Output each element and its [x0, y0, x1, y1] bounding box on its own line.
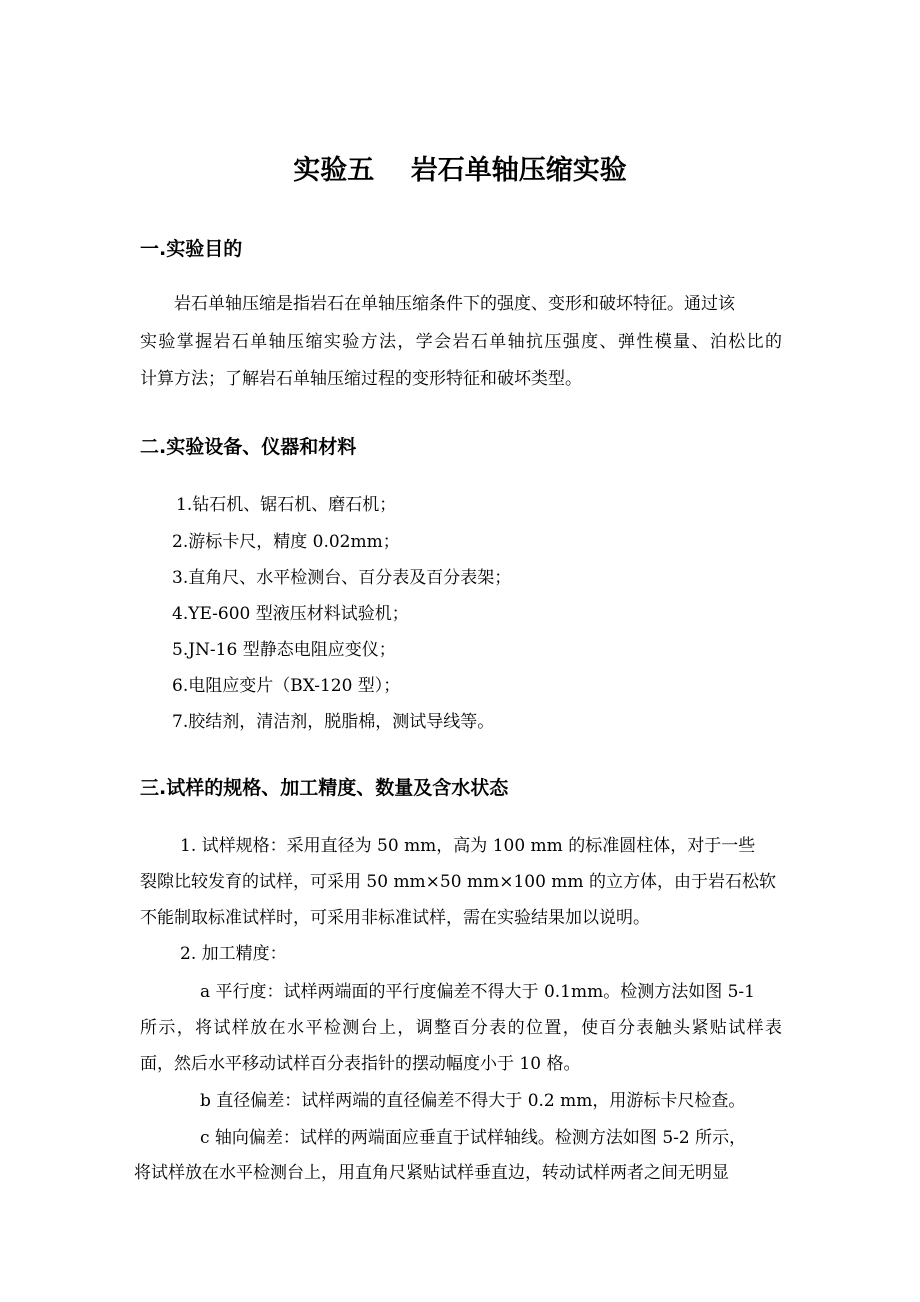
paragraph-line: 裂隙比较发育的试样，可采用 50 mm×50 mm×100 mm 的立方体，由于岩石松软 [140, 872, 776, 892]
paragraph-line: b 直径偏差：试样两端的直径偏差不得大于 0.2 mm，用游标卡尺检查。 [200, 1091, 746, 1111]
page-title: 实验五 岩石单轴压缩实验 [293, 155, 627, 186]
paragraph-line: 将试样放在水平检测台上，用直角尺紧贴试样垂直边，转动试样两者之间无明显 [134, 1163, 729, 1183]
paragraph-line: 实验掌握岩石单轴压缩实验方法，学会岩石单轴抗压强度、弹性模量、泊松比的 [140, 332, 782, 352]
list-item: 6.电阻应变片（BX-120 型）； [172, 676, 401, 696]
list-item: 4.YE-600 型液压材料试验机； [172, 604, 409, 624]
paragraph-line: 岩石单轴压缩是指岩石在单轴压缩条件下的强度、变形和破坏特征。通过该 [174, 294, 735, 314]
section-heading-equipment: 二.实验设备、仪器和材料 [140, 436, 357, 458]
list-item: 7.胶结剂，清洁剂，脱脂棉，测试导线等。 [172, 712, 495, 732]
paragraph-line: 计算方法；了解岩石单轴压缩过程的变形特征和破坏类型。 [140, 369, 582, 389]
section-heading-purpose: 一.实验目的 [140, 238, 243, 260]
list-item: 5.JN-16 型静态电阻应变仪； [172, 640, 396, 660]
paragraph-line: 1. 试样规格：采用直径为 50 mm，高为 100 mm 的标准圆柱体，对于一些 [180, 836, 756, 856]
paragraph-line: 所示，将试样放在水平检测台上，调整百分表的位置，使百分表触头紧贴试样表 [140, 1018, 782, 1038]
list-item: 1.钻石机、锯石机、磨石机； [176, 495, 397, 515]
list-item: 2.游标卡尺，精度 0.02mm； [172, 532, 400, 552]
paragraph-line: 不能制取标准试样时，可采用非标准试样，需在实验结果加以说明。 [140, 908, 650, 928]
paragraph-line: c 轴向偏差：试样的两端面应垂直于试样轴线。检测方法如图 5-2 所示， [200, 1128, 747, 1148]
paragraph-line: 面，然后水平移动试样百分表指针的摆动幅度小于 10 格。 [140, 1054, 581, 1074]
paragraph-line: a 平行度：试样两端面的平行度偏差不得大于 0.1mm。检测方法如图 5-1 [200, 982, 755, 1002]
list-item: 3.直角尺、水平检测台、百分表及百分表架； [172, 568, 512, 588]
section-heading-specimen: 三.试样的规格、加工精度、数量及含水状态 [140, 777, 509, 799]
paragraph-line: 2. 加工精度： [180, 944, 287, 964]
